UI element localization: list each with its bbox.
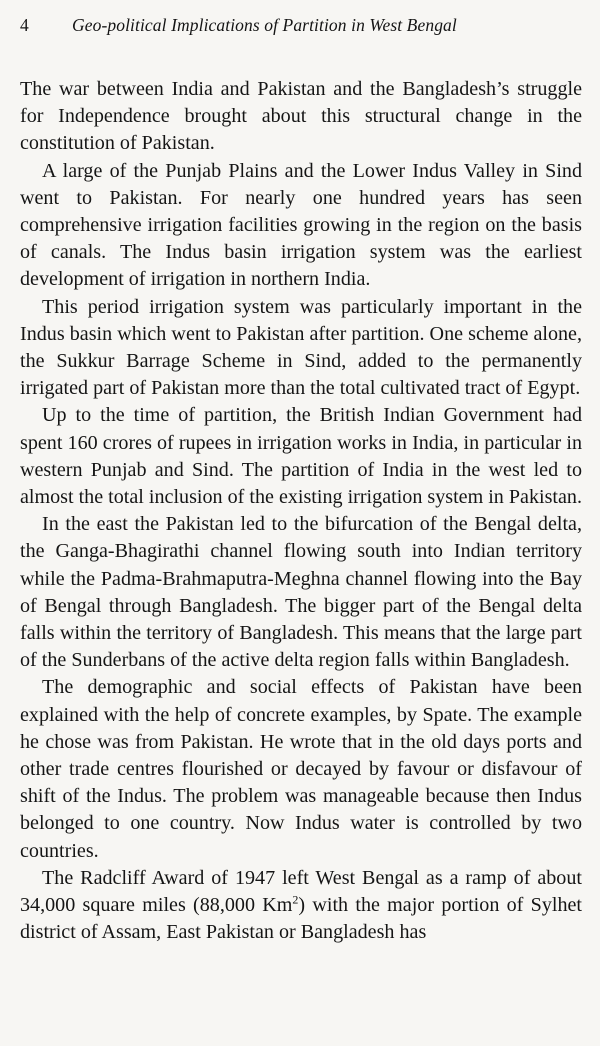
paragraph-1: The war between India and Pakistan and the Bangladesh’s struggle for Independence brought about this structural change in the constitution of Pakistan. [20, 78, 582, 155]
body-text [20, 76, 582, 947]
paragraph-7-text-before-superscript: The Radcliff Award of 1947 left West Bengal as a ramp of about 34,000 square miles (88,000 Km [20, 866, 582, 917]
square-superscript: 2 [292, 892, 299, 907]
paragraph-7-text-after-superscript: ) with the major portion of Sylhet district of Assam, East Pakistan or Bangladesh has [20, 894, 582, 944]
paragraph-6: The demographic and social effects of Pakistan have been explained with the help of concrete examples, by Spate. The example he chose was from Pakistan. He wrote that in the old days ports and other trade centres flourished or decayed by favour or disfavour of shift of the Indus. The problem was manageable because then Indus belonged to one country. Now Indus water is controlled by two countries. [20, 676, 582, 862]
running-header [20, 12, 582, 38]
paragraph-2: A large of the Punjab Plains and the Lower Indus Valley in Sind went to Pakistan. For nearly one hundred years has seen comprehensive irrigation facilities growing in the region on the basis of canals. The Indus basin irrigation system was the earliest development of irrigation in northern India. [20, 159, 582, 291]
paragraph-3: This period irrigation system was particularly important in the Indus basin which went to Pakistan after partition. One scheme alone, the Sukkur Barrage Scheme in Sind, added to the permanently irrigated part of Pakistan more than the total cultivated tract of Egypt. [20, 295, 582, 400]
paragraph-4: Up to the time of partition, the British Indian Government had spent 160 crores of rupees in irrigation works in India, in particular in western Punjab and Sind. The partition of India in the west led to almost the total inclusion of the existing irrigation system in Pakistan. [20, 404, 582, 509]
page-number: 4 [20, 15, 29, 35]
paragraph-5: In the east the Pakistan led to the bifurcation of the Bengal delta, the Ganga-Bhagirathi channel flowing south into Indian territory while the Padma-Brahmaputra-Meghna channel flowing into the Bay of Bengal through Bangladesh. The bigger part of the Bengal delta falls within the territory of Bangladesh. This means that the large part of the Sunderbans of the active delta region falls within Bangladesh. [20, 513, 582, 672]
book-page [20, 12, 582, 947]
paragraph-7 [20, 865, 582, 947]
running-title: Geo-political Implications of Partition in West Bengal [72, 15, 457, 35]
